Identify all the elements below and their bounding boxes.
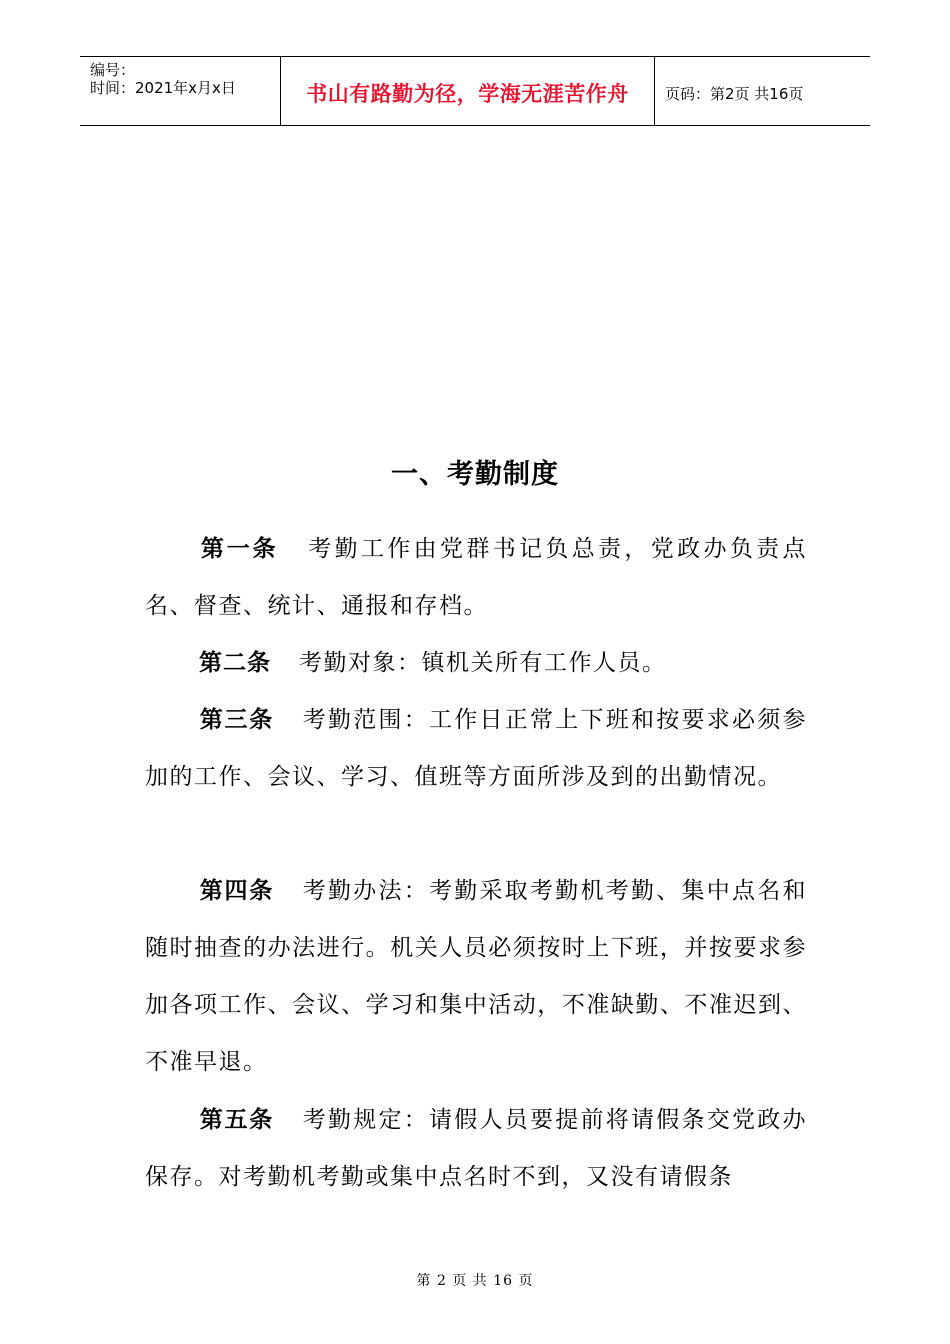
date-label: 时间：2021年x月x日 (90, 79, 236, 97)
page-header (80, 56, 870, 126)
article-label: 第三条 (199, 706, 274, 733)
document-title: 一、考勤制度 (391, 459, 559, 490)
article-text: 考勤对象：镇机关所有工作人员。 (299, 650, 667, 676)
article-label: 第四条 (199, 877, 274, 904)
header-page-info: 页码：第2页 共16页 (665, 84, 804, 103)
article-text: 考勤工作由党群书记负总责，党政办负责点名、督查、统计、通报和存档。 (145, 536, 808, 619)
article-3 (145, 691, 807, 806)
serial-number-label: 编号： (90, 61, 136, 79)
article-1 (145, 520, 807, 635)
article-4 (145, 862, 807, 1091)
article-text: 考勤规定：请假人员要提前将请假条交党政办保存。对考勤机考勤或集中点名时不到，又没有请假条 (145, 1107, 807, 1190)
article-2 (145, 634, 807, 692)
article-text: 考勤范围：工作日正常上下班和按要求必须参加的工作、会议、学习、值班等方面所涉及到的出勤情况。 (145, 707, 807, 790)
article-label: 第一条 (199, 535, 279, 562)
article-5 (145, 1091, 807, 1206)
header-motto: 书山有路勤为径，学海无涯苦作舟 (306, 82, 629, 106)
article-text: 考勤办法：考勤采取考勤机考勤、集中点名和随时抽查的办法进行。机关人员必须按时上下班，并按要求参加各项工作、会议、学习和集中活动，不准缺勤、不准迟到、不准早退。 (145, 878, 807, 1075)
header-page-cell (655, 57, 870, 125)
article-label: 第二条 (199, 649, 271, 676)
header-motto-cell (281, 57, 655, 125)
header-meta-cell (80, 57, 281, 125)
article-label: 第五条 (199, 1106, 274, 1133)
page-footer: 第 2 页 共 16 页 (416, 1273, 534, 1289)
